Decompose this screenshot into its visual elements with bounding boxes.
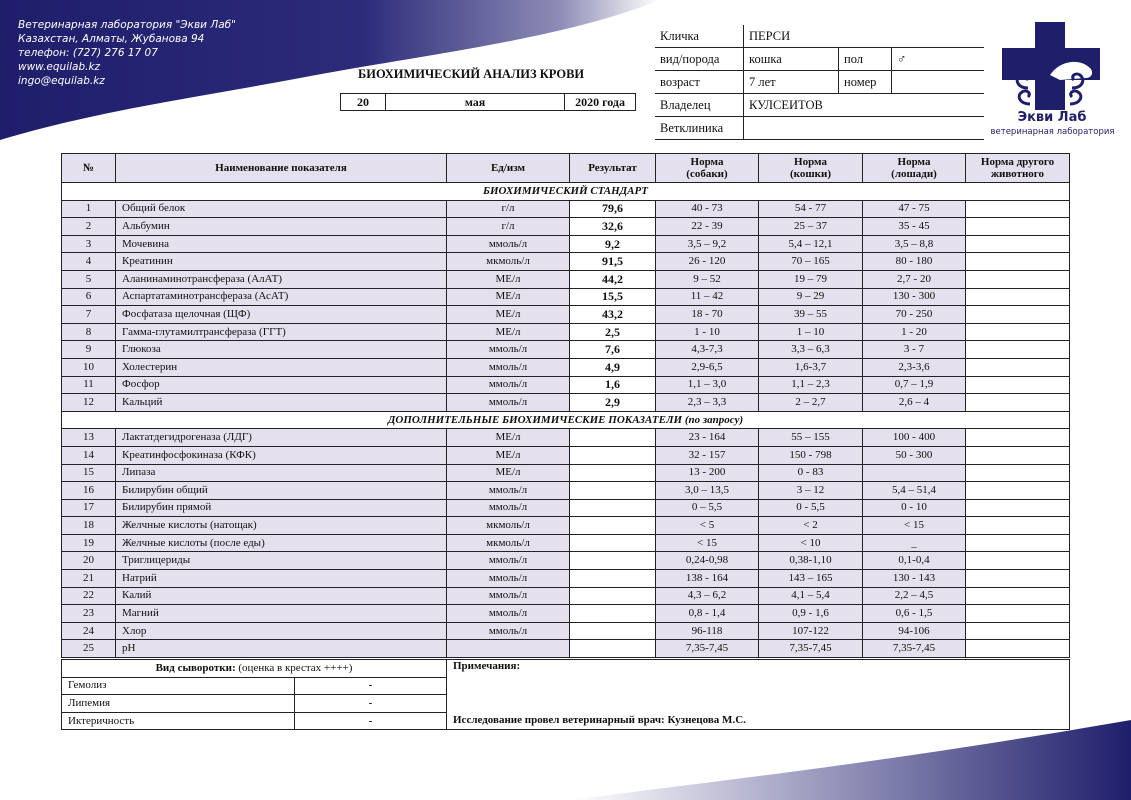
row-num: 4: [62, 253, 116, 271]
row-norm-dogs: 7,35-7,45: [656, 640, 759, 658]
row-norm-horses: _: [863, 534, 966, 552]
logo-name: Экви Лаб: [1017, 110, 1087, 125]
row-norm-cats: 9 – 29: [759, 288, 863, 306]
table-row: [62, 306, 1070, 324]
patient-owner: КУЛСЕИТОВ: [744, 94, 985, 117]
row-unit: ммоль/л: [447, 235, 570, 253]
row-unit: МЕ/л: [447, 323, 570, 341]
row-unit: ммоль/л: [447, 499, 570, 517]
row-norm-horses: 80 - 180: [863, 253, 966, 271]
row-num: 2: [62, 218, 116, 236]
row-norm-other: [966, 534, 1070, 552]
row-num: 5: [62, 270, 116, 288]
doctor-signature: Исследование провел ветеринарный врач: Кузнецова М.С.: [447, 712, 1070, 730]
row-norm-dogs: 32 - 157: [656, 446, 759, 464]
row-norm-dogs: 23 - 164: [656, 429, 759, 447]
row-norm-horses: 0,1-0,4: [863, 552, 966, 570]
table-row: [62, 464, 1070, 482]
row-unit: ммоль/л: [447, 376, 570, 394]
row-norm-other: [966, 235, 1070, 253]
row-name: Аланинаминотрансфераза (АлАТ): [116, 270, 447, 288]
row-num: 7: [62, 306, 116, 324]
row-norm-other: [966, 552, 1070, 570]
table-row: [62, 534, 1070, 552]
row-num: 14: [62, 446, 116, 464]
biochem-results-table: [61, 153, 1070, 658]
row-norm-cats: 5,4 – 12,1: [759, 235, 863, 253]
row-norm-cats: 1,1 – 2,3: [759, 376, 863, 394]
row-name: Лактатдегидрогеназа (ЛДГ): [116, 429, 447, 447]
table-row: [62, 200, 1070, 218]
serum-title-rest: (оценка в крестах ++++): [235, 661, 353, 674]
table-row: [62, 270, 1070, 288]
row-unit: мкмоль/л: [447, 534, 570, 552]
row-norm-horses: 100 - 400: [863, 429, 966, 447]
header-norm-dogs-1: Норма: [690, 156, 724, 168]
row-norm-other: [966, 517, 1070, 535]
row-unit: г/л: [447, 200, 570, 218]
row-norm-cats: 54 - 77: [759, 200, 863, 218]
row-result: 2,5: [570, 323, 656, 341]
row-norm-horses: 2,3-3,6: [863, 358, 966, 376]
section-standard-label: БИОХИМИЧЕСКИЙ СТАНДАРТ: [62, 183, 1070, 201]
row-result: 2,9: [570, 394, 656, 412]
row-norm-cats: 150 - 798: [759, 446, 863, 464]
row-unit: мкмоль/л: [447, 517, 570, 535]
row-norm-other: [966, 306, 1070, 324]
table-row: [62, 640, 1070, 658]
row-num: 13: [62, 429, 116, 447]
row-norm-dogs: 13 - 200: [656, 464, 759, 482]
row-norm-dogs: 26 - 120: [656, 253, 759, 271]
row-name: Триглицериды: [116, 552, 447, 570]
row-name: Фосфор: [116, 376, 447, 394]
row-norm-other: [966, 288, 1070, 306]
label-sex: пол: [839, 48, 892, 71]
row-result: [570, 464, 656, 482]
row-num: 3: [62, 235, 116, 253]
row-num: 6: [62, 288, 116, 306]
header-norm-horses: [863, 154, 966, 183]
row-unit: ммоль/л: [447, 587, 570, 605]
label-species: вид/порода: [655, 48, 744, 71]
row-result: [570, 534, 656, 552]
header-num: №: [62, 154, 116, 183]
table-row: [62, 218, 1070, 236]
row-num: 18: [62, 517, 116, 535]
table-row: [62, 288, 1070, 306]
row-name: Холестерин: [116, 358, 447, 376]
row-norm-cats: 7,35-7,45: [759, 640, 863, 658]
row-unit: ммоль/л: [447, 394, 570, 412]
table-row: [62, 358, 1070, 376]
header-result: Результат: [570, 154, 656, 183]
lab-website[interactable]: www.equilab.kz: [18, 61, 101, 73]
row-unit: ммоль/л: [447, 482, 570, 500]
row-name: Альбумин: [116, 218, 447, 236]
table-row: [62, 587, 1070, 605]
row-norm-other: [966, 200, 1070, 218]
row-name: Билирубин прямой: [116, 499, 447, 517]
serum-lipemia-label: Липемия: [62, 695, 295, 713]
serum-title-bold: Вид сыворотки:: [155, 661, 236, 674]
row-num: 24: [62, 622, 116, 640]
row-norm-horses: 130 - 143: [863, 570, 966, 588]
row-norm-cats: 55 – 155: [759, 429, 863, 447]
row-norm-horses: 0 - 10: [863, 499, 966, 517]
row-name: Билирубин общий: [116, 482, 447, 500]
row-name: Натрий: [116, 570, 447, 588]
row-num: 11: [62, 376, 116, 394]
row-norm-cats: < 2: [759, 517, 863, 535]
row-result: [570, 570, 656, 588]
row-num: 17: [62, 499, 116, 517]
row-norm-dogs: 3,5 – 9,2: [656, 235, 759, 253]
row-unit: МЕ/л: [447, 446, 570, 464]
row-name: Глюкоза: [116, 341, 447, 359]
label-owner: Владелец: [655, 94, 744, 117]
row-result: [570, 640, 656, 658]
row-result: 32,6: [570, 218, 656, 236]
row-norm-dogs: 3,0 – 13,5: [656, 482, 759, 500]
row-norm-cats: 0,9 - 1,6: [759, 605, 863, 623]
date-year: 2020 года: [565, 94, 636, 111]
row-norm-other: [966, 323, 1070, 341]
row-num: 8: [62, 323, 116, 341]
label-name: Кличка: [655, 25, 744, 48]
row-unit: ммоль/л: [447, 341, 570, 359]
row-norm-other: [966, 253, 1070, 271]
row-norm-dogs: 22 - 39: [656, 218, 759, 236]
row-unit: мкмоль/л: [447, 253, 570, 271]
header-norm-dogs-2: (собаки): [686, 168, 728, 180]
row-norm-other: [966, 446, 1070, 464]
row-norm-other: [966, 622, 1070, 640]
table-row: [62, 499, 1070, 517]
row-unit: МЕ/л: [447, 306, 570, 324]
row-unit: МЕ/л: [447, 429, 570, 447]
serum-lipemia-value: -: [295, 695, 447, 713]
row-result: 91,5: [570, 253, 656, 271]
table-header-row: [62, 154, 1070, 183]
row-norm-dogs: 96-118: [656, 622, 759, 640]
row-unit: ммоль/л: [447, 570, 570, 588]
header-norm-other-1: Норма другого: [980, 156, 1055, 168]
row-norm-dogs: 1 - 10: [656, 323, 759, 341]
row-name: Калий: [116, 587, 447, 605]
row-norm-horses: 70 - 250: [863, 306, 966, 324]
header-norm-cats: [759, 154, 863, 183]
row-name: Мочевина: [116, 235, 447, 253]
table-row: [62, 323, 1070, 341]
row-norm-dogs: 2,3 – 3,3: [656, 394, 759, 412]
table-row: [62, 482, 1070, 500]
row-unit: [447, 640, 570, 658]
row-norm-cats: 70 – 165: [759, 253, 863, 271]
serum-title: [62, 660, 447, 678]
patient-info-table: [655, 25, 984, 140]
table-row: [62, 341, 1070, 359]
row-result: 43,2: [570, 306, 656, 324]
row-norm-cats: 3 – 12: [759, 482, 863, 500]
row-norm-horses: 5,4 – 51,4: [863, 482, 966, 500]
row-norm-cats: 19 – 79: [759, 270, 863, 288]
row-name: Желчные кислоты (после еды): [116, 534, 447, 552]
row-norm-dogs: 138 - 164: [656, 570, 759, 588]
row-norm-dogs: 18 - 70: [656, 306, 759, 324]
row-norm-cats: 0,38-1,10: [759, 552, 863, 570]
serum-hemolysis-value: -: [295, 677, 447, 695]
row-name: Креатинфосфокиназа (КФК): [116, 446, 447, 464]
row-norm-dogs: 0,24-0,98: [656, 552, 759, 570]
patient-name: ПЕРСИ: [744, 25, 985, 48]
date-table: [340, 93, 636, 111]
serum-hemolysis-label: Гемолиз: [62, 677, 295, 695]
row-norm-dogs: 11 – 42: [656, 288, 759, 306]
row-norm-cats: 143 – 165: [759, 570, 863, 588]
header-unit: Ед/изм: [447, 154, 570, 183]
patient-number: [892, 71, 985, 94]
row-norm-horses: 7,35-7,45: [863, 640, 966, 658]
row-name: Кальций: [116, 394, 447, 412]
patient-species: кошка: [744, 48, 839, 71]
row-norm-horses: 1 - 20: [863, 323, 966, 341]
row-norm-other: [966, 341, 1070, 359]
row-unit: ммоль/л: [447, 358, 570, 376]
lab-name: Ветеринарная лаборатория "Экви Лаб": [18, 19, 236, 31]
document-title: БИОХИМИЧЕСКИЙ АНАЛИЗ КРОВИ: [358, 67, 585, 81]
row-num: 22: [62, 587, 116, 605]
row-norm-cats: < 10: [759, 534, 863, 552]
row-norm-dogs: 1,1 – 3,0: [656, 376, 759, 394]
row-name: Желчные кислоты (натощак): [116, 517, 447, 535]
row-num: 25: [62, 640, 116, 658]
row-name: Магний: [116, 605, 447, 623]
row-norm-other: [966, 270, 1070, 288]
table-row: [62, 253, 1070, 271]
row-norm-horses: 0,7 – 1,9: [863, 376, 966, 394]
row-name: Общий белок: [116, 200, 447, 218]
row-result: 1,6: [570, 376, 656, 394]
row-norm-horses: 0,6 - 1,5: [863, 605, 966, 623]
row-norm-other: [966, 218, 1070, 236]
table-row: [62, 570, 1070, 588]
section-standard: [62, 183, 1070, 201]
row-norm-cats: 2 – 2,7: [759, 394, 863, 412]
row-result: [570, 552, 656, 570]
row-name: Фосфатаза щелочная (ЩФ): [116, 306, 447, 324]
row-result: 15,5: [570, 288, 656, 306]
row-norm-dogs: 4,3-7,3: [656, 341, 759, 359]
header-norm-other-2: животного: [991, 168, 1044, 180]
row-norm-dogs: 0,8 - 1,4: [656, 605, 759, 623]
row-num: 1: [62, 200, 116, 218]
row-name: Аспартатаминотрансфераза (АсАТ): [116, 288, 447, 306]
row-result: 44,2: [570, 270, 656, 288]
row-num: 12: [62, 394, 116, 412]
row-norm-dogs: < 15: [656, 534, 759, 552]
row-norm-horses: 130 - 300: [863, 288, 966, 306]
table-row: [62, 394, 1070, 412]
row-num: 21: [62, 570, 116, 588]
serum-icterus-value: -: [295, 712, 447, 730]
header-norm-dogs: [656, 154, 759, 183]
row-unit: МЕ/л: [447, 464, 570, 482]
row-name: Хлор: [116, 622, 447, 640]
row-unit: г/л: [447, 218, 570, 236]
row-num: 16: [62, 482, 116, 500]
row-norm-cats: 0 - 83: [759, 464, 863, 482]
row-norm-horses: [863, 464, 966, 482]
header-norm-horses-1: Норма: [897, 156, 931, 168]
row-unit: МЕ/л: [447, 288, 570, 306]
row-norm-cats: 4,1 – 5,4: [759, 587, 863, 605]
row-norm-other: [966, 482, 1070, 500]
row-result: [570, 587, 656, 605]
row-norm-cats: 3,3 – 6,3: [759, 341, 863, 359]
row-norm-cats: 1 – 10: [759, 323, 863, 341]
row-norm-dogs: 2,9-6,5: [656, 358, 759, 376]
row-num: 23: [62, 605, 116, 623]
row-result: 9,2: [570, 235, 656, 253]
patient-sex: ♂: [892, 48, 985, 71]
row-norm-cats: 0 - 5,5: [759, 499, 863, 517]
row-unit: ммоль/л: [447, 622, 570, 640]
row-num: 15: [62, 464, 116, 482]
table-row: [62, 376, 1070, 394]
lab-email[interactable]: ingo@equilab.kz: [18, 75, 105, 87]
row-num: 9: [62, 341, 116, 359]
row-norm-horses: 3,5 – 8,8: [863, 235, 966, 253]
row-norm-horses: 94-106: [863, 622, 966, 640]
row-norm-horses: 2,2 – 4,5: [863, 587, 966, 605]
table-row: [62, 446, 1070, 464]
row-norm-cats: 39 – 55: [759, 306, 863, 324]
label-clinic: Ветклиника: [655, 117, 744, 140]
section-extra: [62, 411, 1070, 429]
row-num: 20: [62, 552, 116, 570]
notes-label: Примечания:: [447, 660, 1070, 678]
row-result: [570, 446, 656, 464]
row-norm-horses: 50 - 300: [863, 446, 966, 464]
row-norm-cats: 107-122: [759, 622, 863, 640]
table-row: [62, 552, 1070, 570]
row-norm-horses: 47 - 75: [863, 200, 966, 218]
row-norm-dogs: 9 – 52: [656, 270, 759, 288]
header-name: Наименование показателя: [116, 154, 447, 183]
row-num: 10: [62, 358, 116, 376]
row-name: Липаза: [116, 464, 447, 482]
row-result: 4,9: [570, 358, 656, 376]
table-row: [62, 622, 1070, 640]
header-norm-cats-1: Норма: [794, 156, 827, 168]
row-result: [570, 429, 656, 447]
table-row: [62, 235, 1070, 253]
row-norm-horses: 2,6 – 4: [863, 394, 966, 412]
serum-icterus-label: Иктеричность: [62, 712, 295, 730]
row-norm-horses: 2,7 - 20: [863, 270, 966, 288]
row-norm-dogs: 0 – 5,5: [656, 499, 759, 517]
row-name: рН: [116, 640, 447, 658]
lab-phone: телефон: (727) 276 17 07: [18, 47, 158, 59]
row-norm-other: [966, 499, 1070, 517]
row-result: 79,6: [570, 200, 656, 218]
row-norm-cats: 1,6-3,7: [759, 358, 863, 376]
row-norm-horses: 35 - 45: [863, 218, 966, 236]
section-extra-label: ДОПОЛНИТЕЛЬНЫЕ БИОХИМИЧЕСКИЕ ПОКАЗАТЕЛИ (по запросу): [62, 411, 1070, 429]
row-norm-other: [966, 464, 1070, 482]
row-norm-other: [966, 587, 1070, 605]
table-row: [62, 605, 1070, 623]
header-norm-other: [966, 154, 1070, 183]
patient-age: 7 лет: [744, 71, 839, 94]
notes-area-2: [447, 695, 1070, 713]
row-result: 7,6: [570, 341, 656, 359]
row-norm-dogs: 40 - 73: [656, 200, 759, 218]
row-norm-other: [966, 376, 1070, 394]
label-number: номер: [839, 71, 892, 94]
row-num: 19: [62, 534, 116, 552]
date-month: мая: [386, 94, 565, 111]
row-norm-horses: < 15: [863, 517, 966, 535]
patient-clinic: [744, 117, 985, 140]
row-result: [570, 482, 656, 500]
header-norm-cats-2: (кошки): [790, 168, 831, 180]
lab-contact-block: [18, 18, 236, 88]
row-name: Креатинин: [116, 253, 447, 271]
row-result: [570, 517, 656, 535]
logo-subtitle: ветеринарная лаборатория: [990, 127, 1115, 137]
row-norm-dogs: < 5: [656, 517, 759, 535]
row-norm-dogs: 4,3 – 6,2: [656, 587, 759, 605]
row-result: [570, 605, 656, 623]
row-norm-other: [966, 570, 1070, 588]
row-unit: МЕ/л: [447, 270, 570, 288]
table-row: [62, 517, 1070, 535]
row-norm-other: [966, 394, 1070, 412]
row-norm-other: [966, 640, 1070, 658]
table-row: [62, 429, 1070, 447]
serum-notes-table: [61, 659, 1070, 730]
row-result: [570, 499, 656, 517]
date-day: 20: [341, 94, 386, 111]
row-norm-horses: 3 - 7: [863, 341, 966, 359]
row-unit: ммоль/л: [447, 552, 570, 570]
row-norm-cats: 25 – 37: [759, 218, 863, 236]
row-norm-other: [966, 605, 1070, 623]
row-norm-other: [966, 358, 1070, 376]
row-result: [570, 622, 656, 640]
header-norm-horses-2: (лошади): [891, 168, 937, 180]
row-norm-other: [966, 429, 1070, 447]
notes-area: [447, 677, 1070, 695]
lab-address: Казахстан, Алматы, Жубанова 94: [18, 33, 205, 45]
row-unit: ммоль/л: [447, 605, 570, 623]
row-name: Гамма-глутамилтрансфераза (ГГТ): [116, 323, 447, 341]
label-age: возраст: [655, 71, 744, 94]
